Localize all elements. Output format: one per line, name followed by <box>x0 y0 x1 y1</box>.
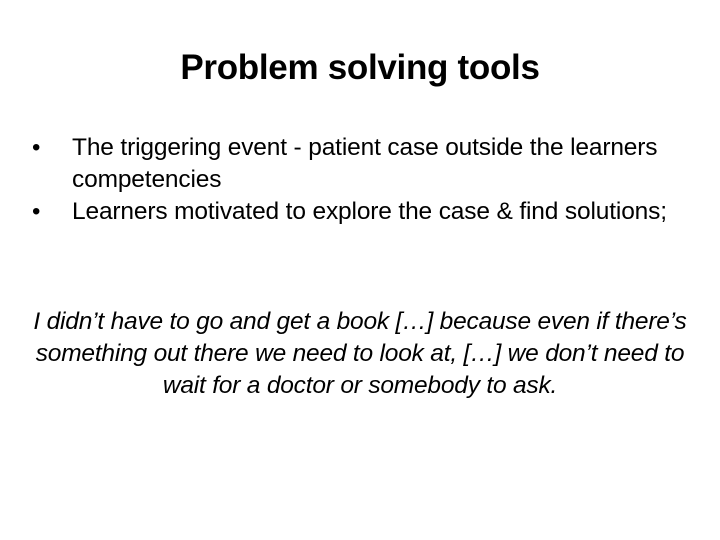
bullet-item <box>32 196 692 228</box>
bullet-item <box>32 132 692 196</box>
bullet-marker-icon: • <box>32 134 41 161</box>
bullet-marker-icon: • <box>32 198 41 225</box>
bullet-text: Learners motivated to explore the case & find solutions; <box>72 198 667 225</box>
quote-text: I didn’t have to go and get a book […] because even if there’s something out there we need to look at, […] we don’t need to wait for a doctor or somebody to ask. <box>33 308 687 399</box>
bullet-text: The triggering event - patient case outside the learners competencies <box>72 134 658 193</box>
slide-title: Problem solving tools <box>180 48 540 87</box>
bullet-list <box>32 132 692 228</box>
